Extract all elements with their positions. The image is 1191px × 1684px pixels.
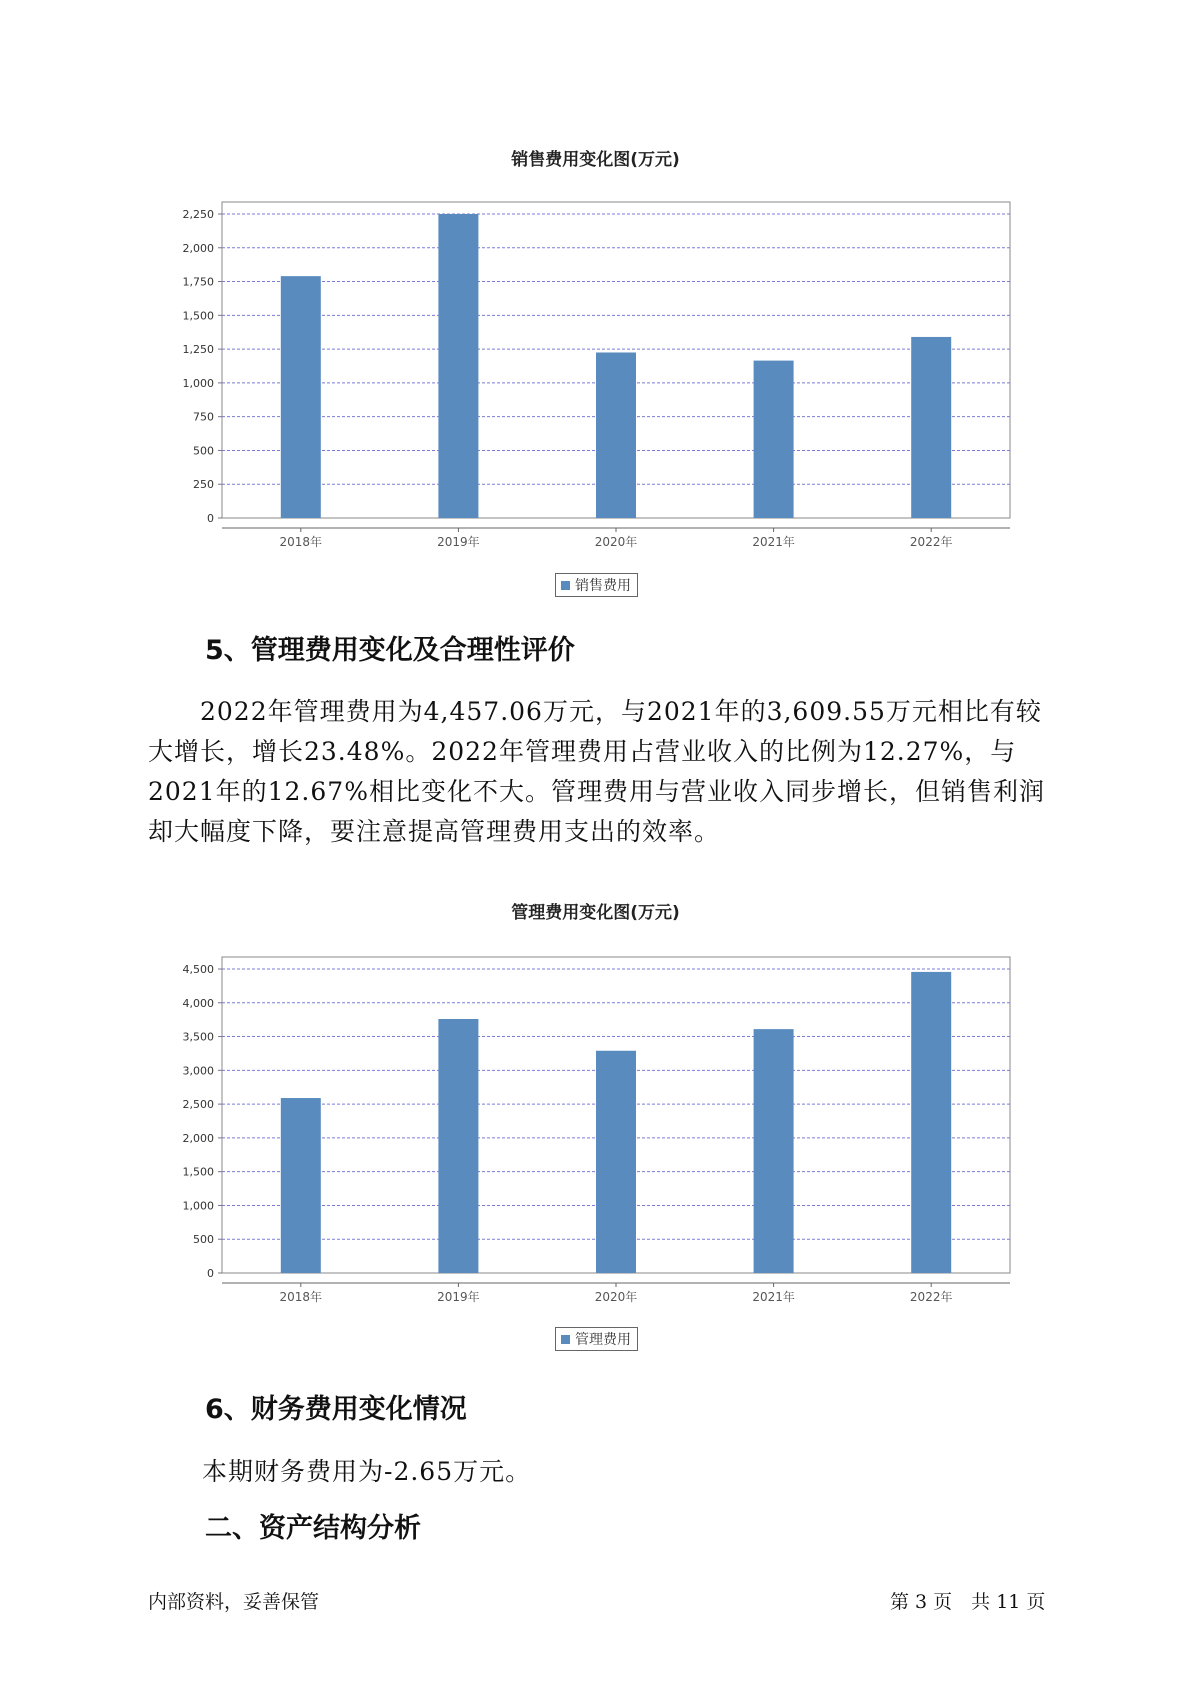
y-tick-label: 1,000 [182,376,214,390]
y-tick-label: 0 [207,1267,214,1280]
x-tick-label: 2019年 [437,535,480,549]
x-tick-label: 2022年 [909,535,953,549]
y-tick-label: 500 [193,444,214,458]
legend-swatch [561,1335,570,1344]
sales-expense-chart [150,160,1050,549]
section-6-heading: 6、财务费用变化情况 [205,1394,467,1425]
y-tick-label: 2,000 [182,1131,214,1145]
bar [281,1098,321,1273]
x-tick-label: 2018年 [279,535,323,549]
admin-expense-chart [150,915,1050,1304]
sales-expense-legend [555,573,638,597]
bar [438,1019,478,1273]
bar [754,1029,794,1273]
y-tick-label: 250 [193,478,214,492]
x-tick-label: 2021年 [752,1290,795,1304]
sales-expense-chart-title: 销售费用变化图(万元) [511,150,680,170]
x-tick-label: 2021年 [752,535,795,549]
x-tick-label: 2018年 [279,1290,323,1304]
y-tick-label: 500 [193,1233,214,1247]
bar [754,361,794,518]
admin-expense-chart-title: 管理费用变化图(万元) [511,903,680,923]
x-tick-label: 2019年 [437,1290,480,1304]
y-tick-label: 0 [207,512,214,525]
footer-confidential-note: 内部资料，妥善保管 [148,1591,320,1613]
bar [596,352,636,518]
legend-label: 管理费用 [575,1332,631,1348]
y-tick-label: 1,000 [182,1199,214,1213]
bar [281,276,321,518]
x-tick-label: 2022年 [909,1290,953,1304]
y-tick-label: 1,500 [182,309,214,323]
section-5-heading: 5、管理费用变化及合理性评价 [205,635,575,666]
y-tick-label: 1,750 [182,275,214,289]
bar [438,214,478,518]
footer-page-number: 第 3 页 共 11 页 [890,1591,1046,1613]
y-tick-label: 2,250 [182,208,214,221]
y-tick-label: 1,250 [182,343,214,357]
bar [596,1051,636,1273]
x-tick-label: 2020年 [594,535,638,549]
y-tick-label: 2,000 [182,241,214,255]
section-6-text: 本期财务费用为-2.65万元。 [202,1457,532,1486]
bar [911,337,951,518]
y-tick-label: 1,500 [182,1165,214,1179]
y-tick-label: 750 [193,410,214,424]
bar [911,972,951,1273]
admin-expense-legend [555,1327,638,1351]
section-two-heading: 二、资产结构分析 [205,1513,421,1544]
y-tick-label: 2,500 [182,1098,214,1112]
x-tick-label: 2020年 [594,1290,638,1304]
legend-label: 销售费用 [575,578,631,594]
y-tick-label: 4,500 [182,963,214,976]
y-tick-label: 3,500 [182,1030,214,1044]
legend-swatch [561,581,570,590]
y-tick-label: 3,000 [182,1064,214,1078]
section-5-paragraph: 2022年管理费用为4,457.06万元，与2021年的3,609.55万元相比有较大增长，增长23.48%。2022年管理费用占营业收入的比例为12.27%，与2021年的12.67%相比变化不大。管理费用与营业收入同步增长，但销售利润却大幅度下降，要注意提高管理费用支出的效率。 [148,697,1045,846]
y-tick-label: 4,000 [182,996,214,1010]
